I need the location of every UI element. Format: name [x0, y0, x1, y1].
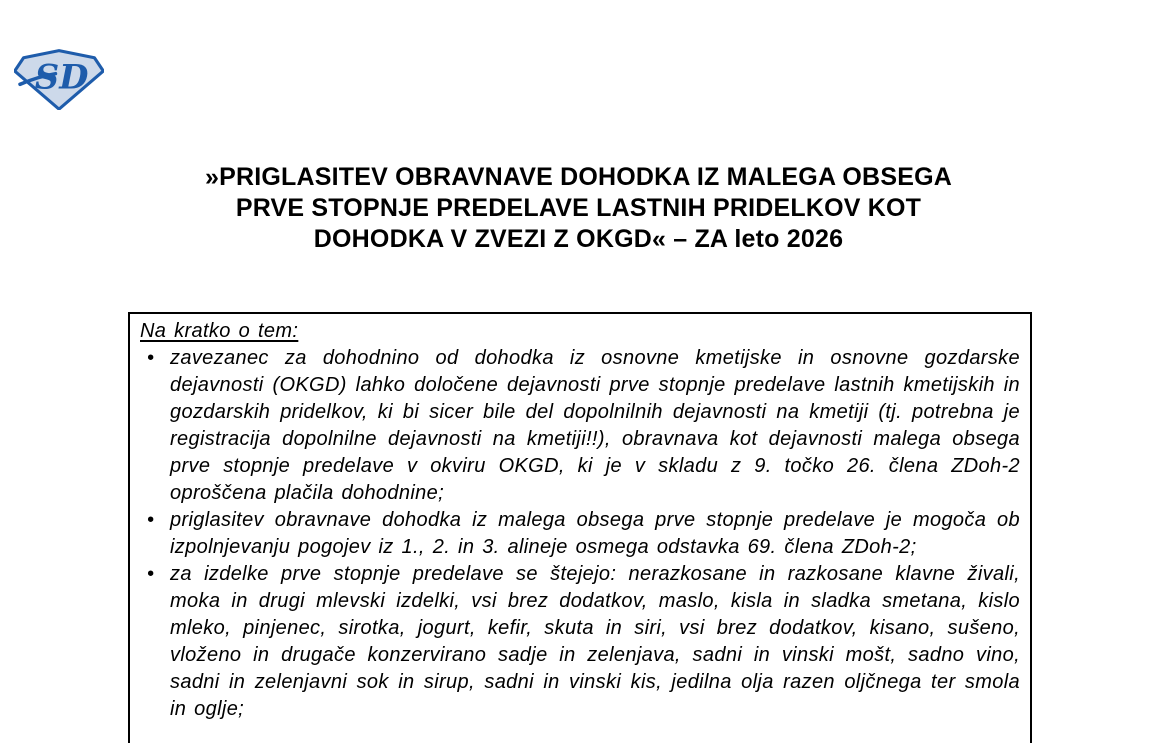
title-line-1: »PRIGLASITEV OBRAVNAVE DOHODKA IZ MALEGA OBSEGA [205, 163, 952, 191]
summary-bullet-item [140, 561, 1020, 723]
sd-shield-icon [14, 48, 104, 110]
logo-letters: SD [34, 56, 89, 97]
title-line-3: DOHODKA V ZVEZI Z OKGD« – ZA leto 2026 [313, 225, 844, 253]
summary-bullet-list [140, 345, 1020, 723]
bullet-text: za izdelke prve stopnje predelave se štejejo: nerazkosane in razkosane klavne živali, moka in drugi mlevski izdelki, vsi brez dodatkov, maslo, kisla in sladka smetana, kislo mleko, pinjenec, sirotka, jogurt, kefir, skuta in siri, vsi brez dodatkov, kisano, sušeno, vloženo in drugače konzervirano sadje in zelenjava, sadni in vinski mošt, sadno vino, sadni in zelenjavni sok in sirup, sadni in vinski kis, jedilna olja razen oljčnega ter smola in oglje; [170, 563, 1020, 720]
summary-box [128, 312, 1032, 743]
summary-bullet-item [140, 345, 1020, 507]
summary-heading: Na kratko o tem: [140, 320, 299, 342]
title-line-2: PRVE STOPNJE PREDELAVE LASTNIH PRIDELKOV KOT [235, 194, 922, 222]
document-title [80, 162, 1077, 255]
sd-shield-logo [14, 48, 104, 110]
bullet-text: priglasitev obravnave dohodka iz malega obsega prve stopnje predelave je mogoča ob izpolnjevanju pogojev iz 1., 2. in 3. alineje osmega odstavka 69. člena ZDoh-2; [170, 509, 1020, 558]
summary-bullet-item [140, 507, 1020, 561]
bullet-text: zavezanec za dohodnino od dohodka iz osnovne kmetijske in osnovne gozdarske dejavnosti (OKGD) lahko določene dejavnosti prve stopnje predelave lastnih kmetijskih in gozdarskih pridelkov, ki bi sicer bile del dopolnilnih dejavnosti na kmetiji (tj. potrebna je registracija dopolnilne dejavnosti na kmetiji!!), obravnava kot dejavnosti malega obsega prve stopnje predelave v okviru OKGD, ki je v skladu z 9. točko 26. člena ZDoh-2 oproščena plačila dohodnine; [170, 347, 1020, 504]
